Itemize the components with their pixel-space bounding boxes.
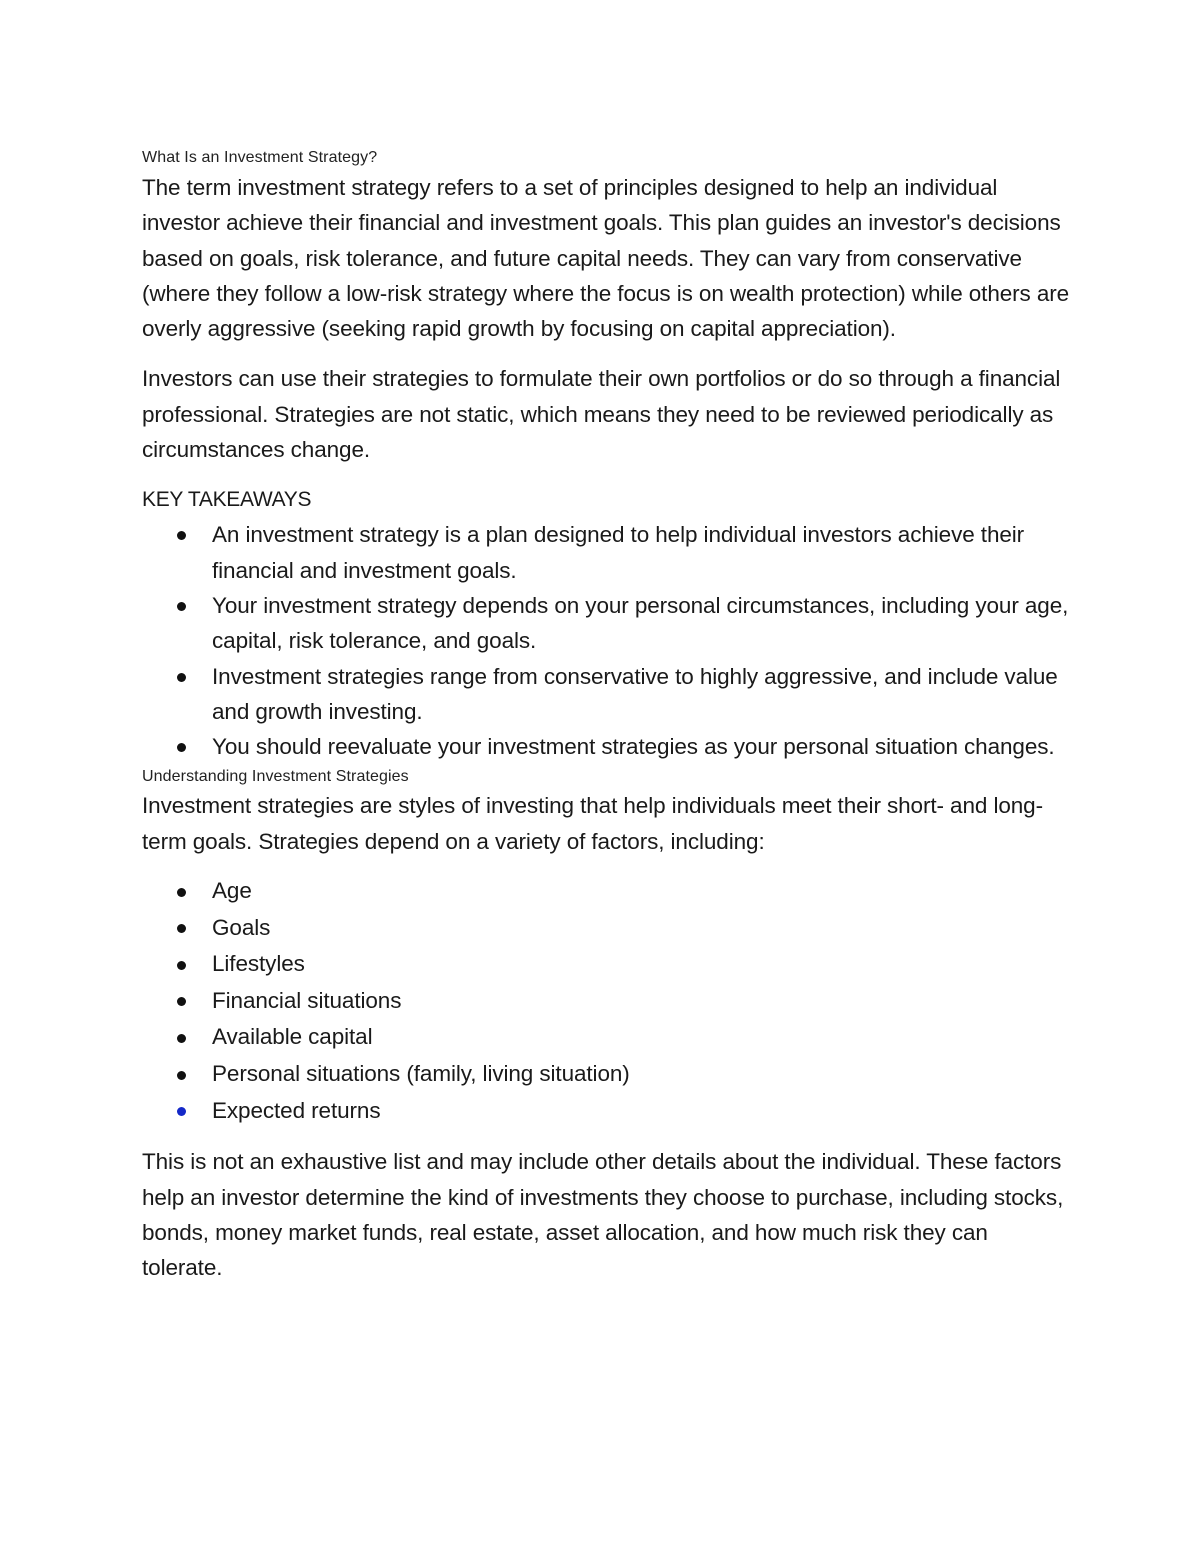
bullet-icon: [177, 888, 186, 897]
list-item: [142, 910, 1072, 947]
list-item: [142, 983, 1072, 1020]
bullet-icon: [177, 961, 186, 970]
list-item: [142, 659, 1072, 730]
paragraph-closing: This is not an exhaustive list and may include other details about the individual. These factors help an investor determine the kind of investments they choose to purchase, including stocks, bonds, money market funds, real estate, asset allocation, and how much risk they can tolerate.: [142, 1149, 1064, 1281]
factors-wrapper: [142, 873, 1072, 1129]
list-item-text: Personal situations (family, living situation): [212, 1061, 630, 1087]
list-item-text: Goals: [212, 914, 271, 940]
list-item: [142, 588, 1072, 659]
bullet-icon: [177, 997, 186, 1006]
paragraph-definition: The term investment strategy refers to a set of principles designed to help an individual investor achieve their financial and investment goals. This plan guides an investor's decisions based on goals, risk tolerance, and future capital needs. They can vary from conservative (where they follow a low-risk strategy where the focus is on wealth protection) while others are overly aggressive (seeking rapid growth by focusing on capital appreciation).: [142, 175, 1070, 342]
key-takeaways-list: [142, 517, 1072, 764]
list-item: [142, 946, 1072, 983]
list-item-text: Lifestyles: [212, 951, 305, 977]
list-item-text: Investment strategies range from conservative to highly aggressive, and include value and growth investing.: [212, 663, 1058, 724]
list-item-text: An investment strategy is a plan designed to help individual investors achieve their financial and investment goals.: [212, 522, 1025, 583]
document-body: [142, 146, 1072, 1285]
section-heading-understanding: Understanding Investment Strategies: [142, 768, 409, 786]
list-item-text: Your investment strategy depends on your personal circumstances, including your age, capital, risk tolerance, and goals.: [212, 592, 1069, 654]
list-item-text: Age: [212, 878, 252, 904]
list-item-text: You should reevaluate your investment strategies as your personal situation changes.: [212, 734, 1055, 760]
bullet-icon: [177, 531, 186, 540]
list-item: [142, 1056, 1072, 1093]
bullet-icon-selected: [177, 1107, 186, 1116]
bullet-icon: [177, 924, 186, 933]
list-item: [142, 1019, 1072, 1056]
bullet-icon: [177, 1071, 186, 1080]
factors-list: [142, 873, 1072, 1129]
bullet-icon: [177, 1034, 186, 1043]
bullet-icon: [177, 602, 186, 611]
paragraph-portfolios: Investors can use their strategies to formulate their own portfolios or do so through a financial professional. Strategies are not static, which means they need to be reviewed periodically as circumstances change.: [142, 366, 1061, 463]
key-takeaways-title: KEY TAKEAWAYS: [142, 488, 312, 512]
list-item: [142, 729, 1072, 764]
bullet-icon: [177, 673, 186, 682]
list-item: [142, 1093, 1072, 1130]
list-item: [142, 873, 1072, 910]
list-item-text: Expected returns: [212, 1097, 381, 1123]
list-item: [142, 517, 1072, 588]
list-item-text: Financial situations: [212, 987, 402, 1013]
bullet-icon: [177, 743, 186, 752]
list-item-text: Available capital: [212, 1024, 373, 1050]
paragraph-intro: Investment strategies are styles of investing that help individuals meet their short- and long-term goals. Strategies depend on a variety of factors, including:: [142, 793, 1043, 854]
section-heading-what-is: What Is an Investment Strategy?: [142, 149, 378, 166]
